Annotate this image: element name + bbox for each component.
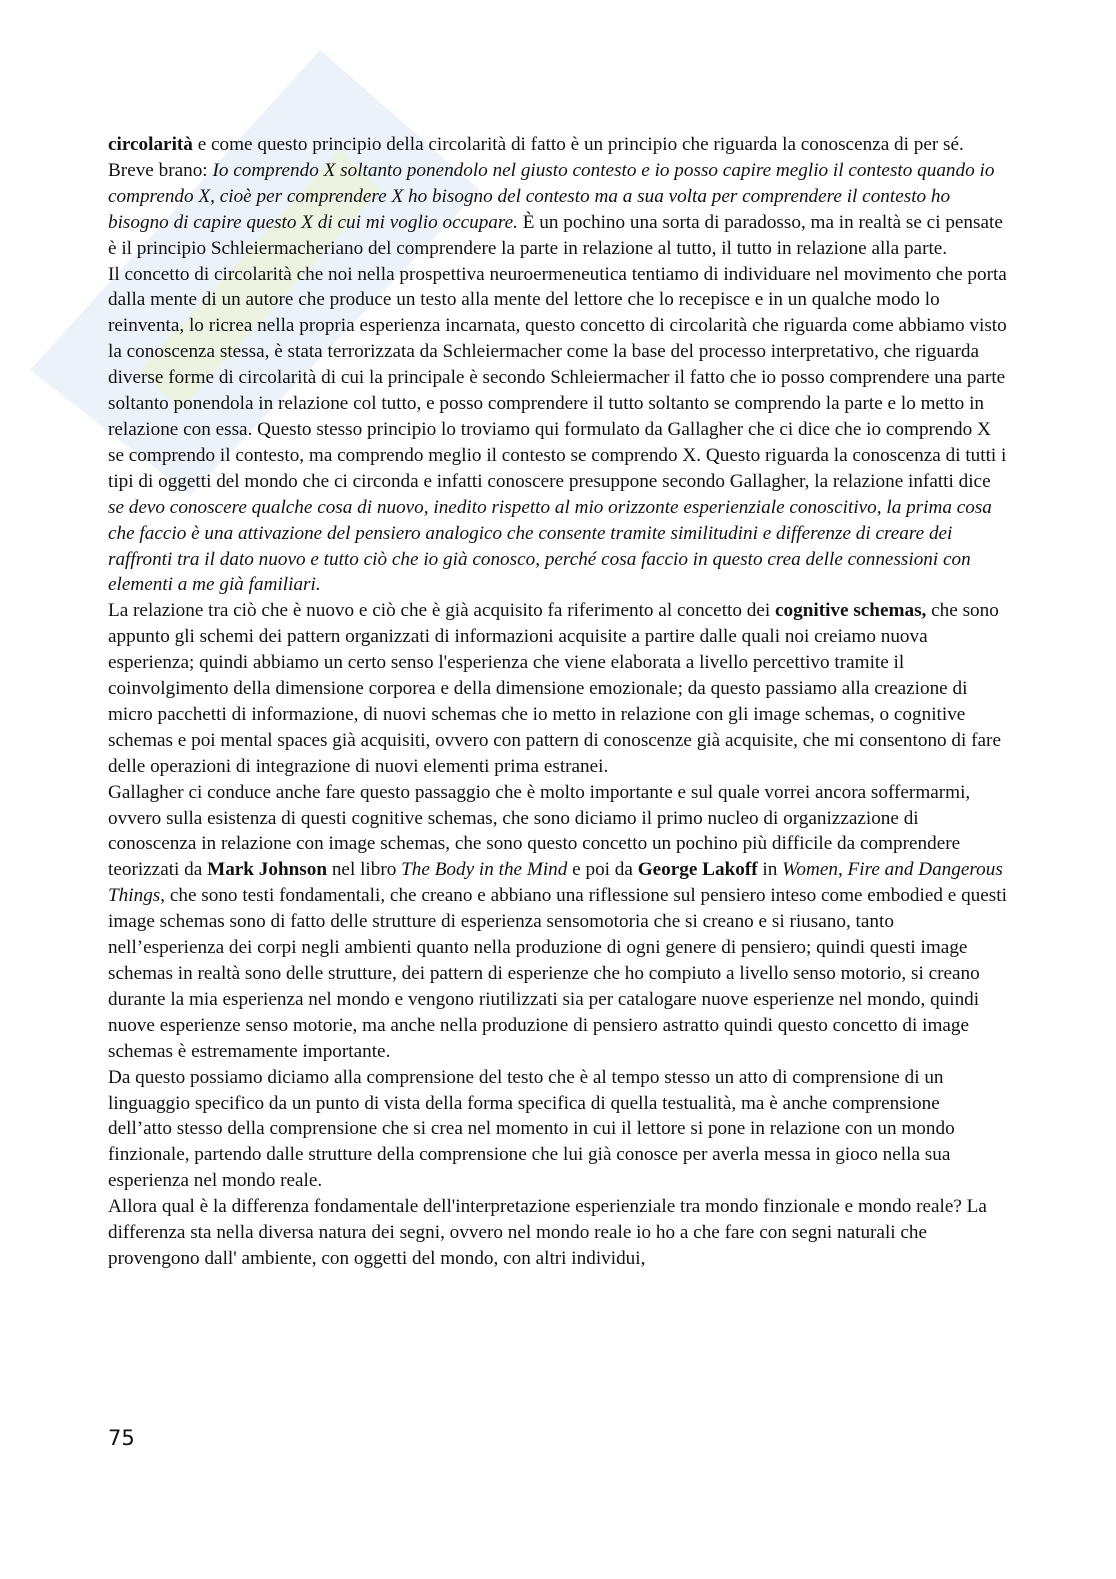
italic-text: The Body in the Mind xyxy=(401,859,568,881)
bold-text: George Lakoff xyxy=(637,859,758,881)
text-run: nel libro xyxy=(327,859,402,881)
text-run: e poi da xyxy=(567,859,638,881)
text-run: in xyxy=(757,859,783,881)
text-run: che sono appunto gli schemi dei pattern organizzati di informazioni acquisite a partire dalle quali noi creiamo nuova esperienza; quindi abbiamo un certo senso l'esperienza che viene elaborata a livello percettivo tramite il coinvolgimento della dimensione corporea e della dimensione emozionale; da questo passiamo alla creazione di micro pacchetti di informazione, di nuovi schemas che io metto in relazione con gli image schemas, o cognitive schemas e poi mental spaces già acquisiti, ovvero con pattern di conoscenze già acquisite, che mi consentono di fare delle operazioni di integrazione di nuovi elementi prima estranei. xyxy=(108,600,1001,777)
italic-text: Women, Fire and Dangerous Things xyxy=(108,859,1003,907)
text-run: , che sono testi fondamentali, che creano e abbiano una riflessione sul pensiero inteso come embodied e questi image schemas sono di fatto delle strutture di esperienza sensomotoria che si creano e si riusano, tanto nell’esperienza dei corpi negli ambienti quanto nella produzione di ogni genere di pensiero; quindi questi image schemas in realtà sono delle strutture, dei pattern di esperienze che ho compiuto a livello senso motorio, si creano durante la mia esperienza nel mondo e vengono riutilizzati sia per catalogare nuove esperienze nel mondo, quindi nuove esperienze senso motorie, ma anche nella produzione di pensiero astratto quindi questo concetto di image schemas è estremamente importante. xyxy=(108,885,1007,1062)
text-run: Il concetto di circolarità che noi nella prospettiva neuroermeneutica tentiamo di individuare nel movimento che porta dalla mente di un autore che produce un testo alla mente del lettore che lo recepisce e in un qualche modo lo reinventa, lo ricrea nella propria esperienza incarnata, questo concetto di circolarità che riguarda come abbiamo visto la conoscenza stessa, è stata terrorizzata da Schleiermacher come la base del processo interpretativo, che riguarda diverse forme di circolarità di cui la principale è secondo Schleiermacher il fatto che io posso comprendere una parte soltanto ponendola in relazione col tutto, e posso comprendere il tutto soltanto se comprendo la parte e lo metto in relazione con essa. Questo stesso principio lo troviamo qui formulato da Gallagher che ci dice che io comprendo X se comprendo il contesto, ma comprendo meglio il contesto se comprendo X. Questo riguarda la conoscenza di tutti i tipi di oggetti del mondo che ci circonda e infatti conoscere presuppone secondo Gallagher, la relazione infatti dice xyxy=(108,263,1007,492)
italic-text: se devo conoscere qualche cosa di nuovo, inedito rispetto al mio orizzonte esperienziale conoscitivo, la prima cosa che faccio è una attivazione del pensiero analogico che consente tramite similitudini e differenze di creare dei raffronti tra il dato nuovo e tutto ciò che io già conosco, perché cosa faccio in questo crea delle connessioni con elementi a me già familiari. xyxy=(108,496,992,596)
text-run: Gallagher ci conduce anche fare questo passaggio che è molto importante e sul quale vorrei ancora soffermarmi, ovvero sulla esistenza di questi cognitive schemas, che sono diciamo il primo nucleo di organizzazione di conoscenza in relazione con image schemas, che sono questo concetto un pochino più difficile da comprendere teorizzati da xyxy=(108,781,971,881)
bold-text: circolarità xyxy=(108,134,193,155)
page-number: 75 xyxy=(108,1426,135,1450)
paragraph xyxy=(108,598,1008,779)
paragraph xyxy=(108,158,1008,262)
text-run: Breve brano: xyxy=(108,159,213,181)
paragraph xyxy=(108,132,1008,158)
italic-text: Io comprendo X soltanto ponendolo nel giusto contesto e io posso capire meglio il contesto quando io comprendo X, cioè per comprendere X ho bisogno del contesto ma a sua volta per comprendere il contesto ho bisogno di capire questo X di cui mi voglio occupare. xyxy=(108,159,995,233)
text-run: È un pochino una sorta di paradosso, ma in realtà se ci pensate è il principio Schleiermacheriano del comprendere la parte in relazione al tutto, il tutto in relazione alla parte. xyxy=(108,211,1003,259)
paragraph xyxy=(108,262,1008,599)
paragraph xyxy=(108,780,1008,1065)
text-run: e come questo principio della circolarità di fatto è un principio che riguarda la conoscenza di per sé. xyxy=(192,134,964,155)
text-run: La relazione tra ciò che è nuovo e ciò che è già acquisito fa riferimento al concetto dei xyxy=(108,600,775,622)
paragraph xyxy=(108,1194,1008,1272)
text-run: Da questo possiamo diciamo alla comprensione del testo che è al tempo stesso un atto di comprensione di un linguaggio specifico da un punto di vista della forma specifica di quella testualità, ma è anche comprensione dell’atto stesso della comprensione che si crea nel momento in cui il lettore si pone in relazione con un mondo finzionale, partendo dalle strutture della comprensione che lui già conosce per averla messa in gioco nella sua esperienza nel mondo reale. xyxy=(108,1066,955,1192)
text-run: Allora qual è la differenza fondamentale dell'interpretazione esperienziale tra mondo finzionale e mondo reale? La differenza sta nella diversa natura dei segni, ovvero nel mondo reale io ho a che fare con segni naturali che provengono dall' ambiente, con oggetti del mondo, con altri individui, xyxy=(108,1196,987,1269)
bold-text: Mark Johnson xyxy=(207,859,328,881)
document-body xyxy=(108,132,1008,1272)
bold-text: cognitive schemas, xyxy=(774,600,927,622)
paragraph xyxy=(108,1065,1008,1195)
